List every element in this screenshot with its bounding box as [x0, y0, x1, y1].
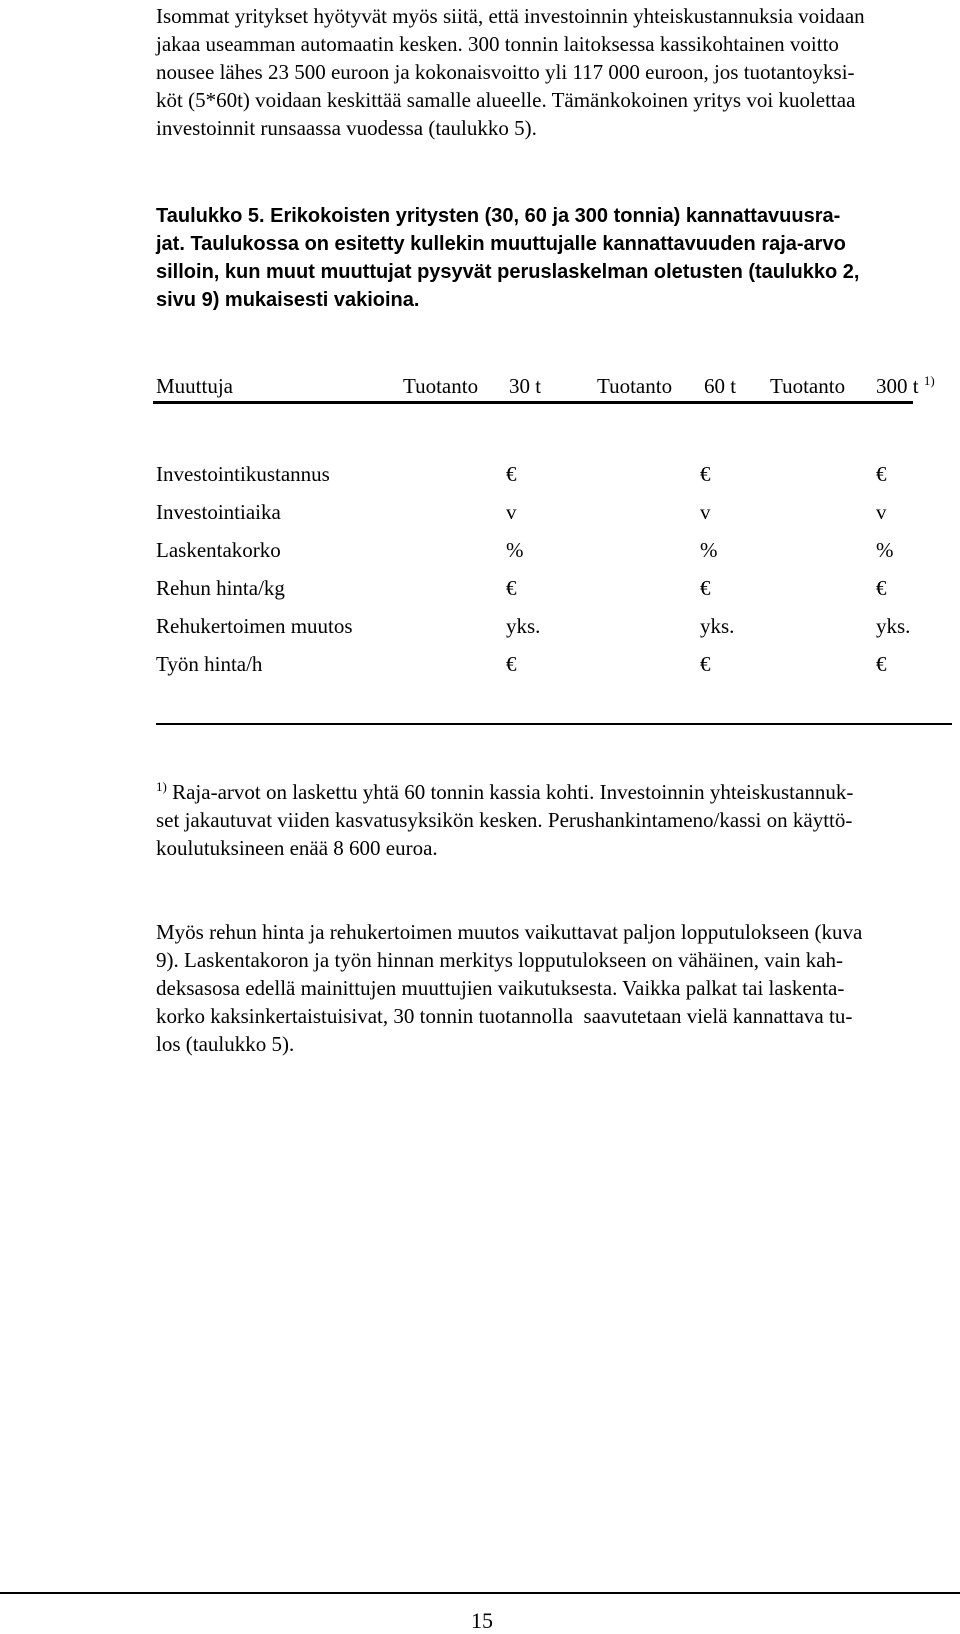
unit-30t: € [506, 576, 517, 600]
caption-line: jat. Taulukossa on esitetty kullekin muuttujalle kannattavuuden raja-arvo [156, 233, 846, 255]
footnote-line: set jakautuvat viiden kasvatusyksikön kesken. Perushankintameno/kassi on käyttö- [156, 808, 853, 832]
caption-line: Taulukko 5. Erikokoisten yritysten (30, 60 ja 300 tonnia) kannattavuusra- [156, 205, 841, 227]
unit-60t: € [700, 576, 711, 600]
table-bottom-rule [156, 723, 952, 725]
unit-60t: v [700, 500, 711, 524]
footer-rule [0, 1592, 960, 1594]
unit-30t: v [506, 500, 517, 524]
text-line: 9). Laskentakoron ja työn hinnan merkitys lopputulokseen on vähäinen, vain kah- [156, 948, 844, 972]
row-label: Laskentakorko [156, 538, 281, 562]
text-line: deksasosa edellä mainittujen muuttujien vaikutuksesta. Vaikka palkat tai laskenta- [156, 976, 845, 1000]
unit-60t: € [700, 462, 711, 486]
text-line: jakaa useamman automaatin kesken. 300 tonnin laitoksessa kassikohtainen voitto [156, 32, 839, 56]
row-label: Työn hinta/h [156, 652, 263, 676]
header-col1-size: 30 t [509, 374, 542, 398]
row-label: Rehun hinta/kg [156, 576, 285, 600]
unit-300t: € [876, 576, 887, 600]
text-line: Isommat yritykset hyötyvät myös siitä, että investoinnin yhteiskustannuksia voidaan [156, 4, 865, 28]
unit-30t: € [506, 462, 517, 486]
text-line: köt (5*60t) voidaan keskittää samalle alueelle. Tämänkokoinen yritys voi kuolettaa [156, 88, 856, 112]
unit-30t: yks. [506, 614, 541, 638]
footnote-marker: 1) [156, 779, 167, 794]
header-col3-size [876, 372, 935, 400]
caption-line: sivu 9) mukaisesti vakioina. [156, 289, 420, 311]
header-footnote-marker: 1) [923, 373, 935, 388]
header-col2-size: 60 t [704, 374, 737, 398]
unit-30t: % [506, 538, 524, 562]
row-label: Investointikustannus [156, 462, 330, 486]
unit-300t: yks. [876, 614, 911, 638]
text-line: nousee lähes 23 500 euroon ja kokonaisvoitto yli 117 000 euroon, jos tuotantoyksi- [156, 60, 855, 84]
header-col1-word: Tuotanto [403, 374, 479, 398]
unit-300t: v [876, 500, 887, 524]
row-label: Rehukertoimen muutos [156, 614, 353, 638]
table-footnote [156, 778, 936, 862]
unit-30t: € [506, 652, 517, 676]
page-number: 15 [471, 1608, 493, 1633]
text-line: los (taulukko 5). [156, 1032, 295, 1056]
intro-paragraph [156, 2, 936, 142]
unit-60t: % [700, 538, 718, 562]
unit-300t: % [876, 538, 894, 562]
unit-300t: € [876, 462, 887, 486]
header-col3-word: Tuotanto [770, 374, 846, 398]
footnote-line: Raja-arvot on laskettu yhtä 60 tonnin kassia kohti. Investoinnin yhteiskustannuk- [172, 780, 854, 804]
text-line: investoinnit runsaassa vuodessa (taulukko 5). [156, 116, 537, 140]
unit-60t: yks. [700, 614, 735, 638]
caption-line: silloin, kun muut muuttujat pysyvät peruslaskelman oletusten (taulukko 2, [156, 261, 860, 283]
header-col2-word: Tuotanto [597, 374, 673, 398]
header-rule [153, 401, 913, 404]
table-caption [156, 202, 946, 314]
footnote-line: koulutuksineen enää 8 600 euroa. [156, 836, 438, 860]
unit-300t: € [876, 652, 887, 676]
text-line: Myös rehun hinta ja rehukertoimen muutos vaikuttavat paljon lopputulokseen (kuva [156, 920, 863, 944]
header-variable: Muuttuja [156, 374, 233, 398]
row-label: Investointiaika [156, 500, 281, 524]
closing-paragraph [156, 918, 936, 1058]
unit-60t: € [700, 652, 711, 676]
text-line: korko kaksinkertaistuisivat, 30 tonnin tuotannolla saavutetaan vielä kannattava tu- [156, 1004, 853, 1028]
header-col3-size-text: 300 t [876, 374, 919, 398]
